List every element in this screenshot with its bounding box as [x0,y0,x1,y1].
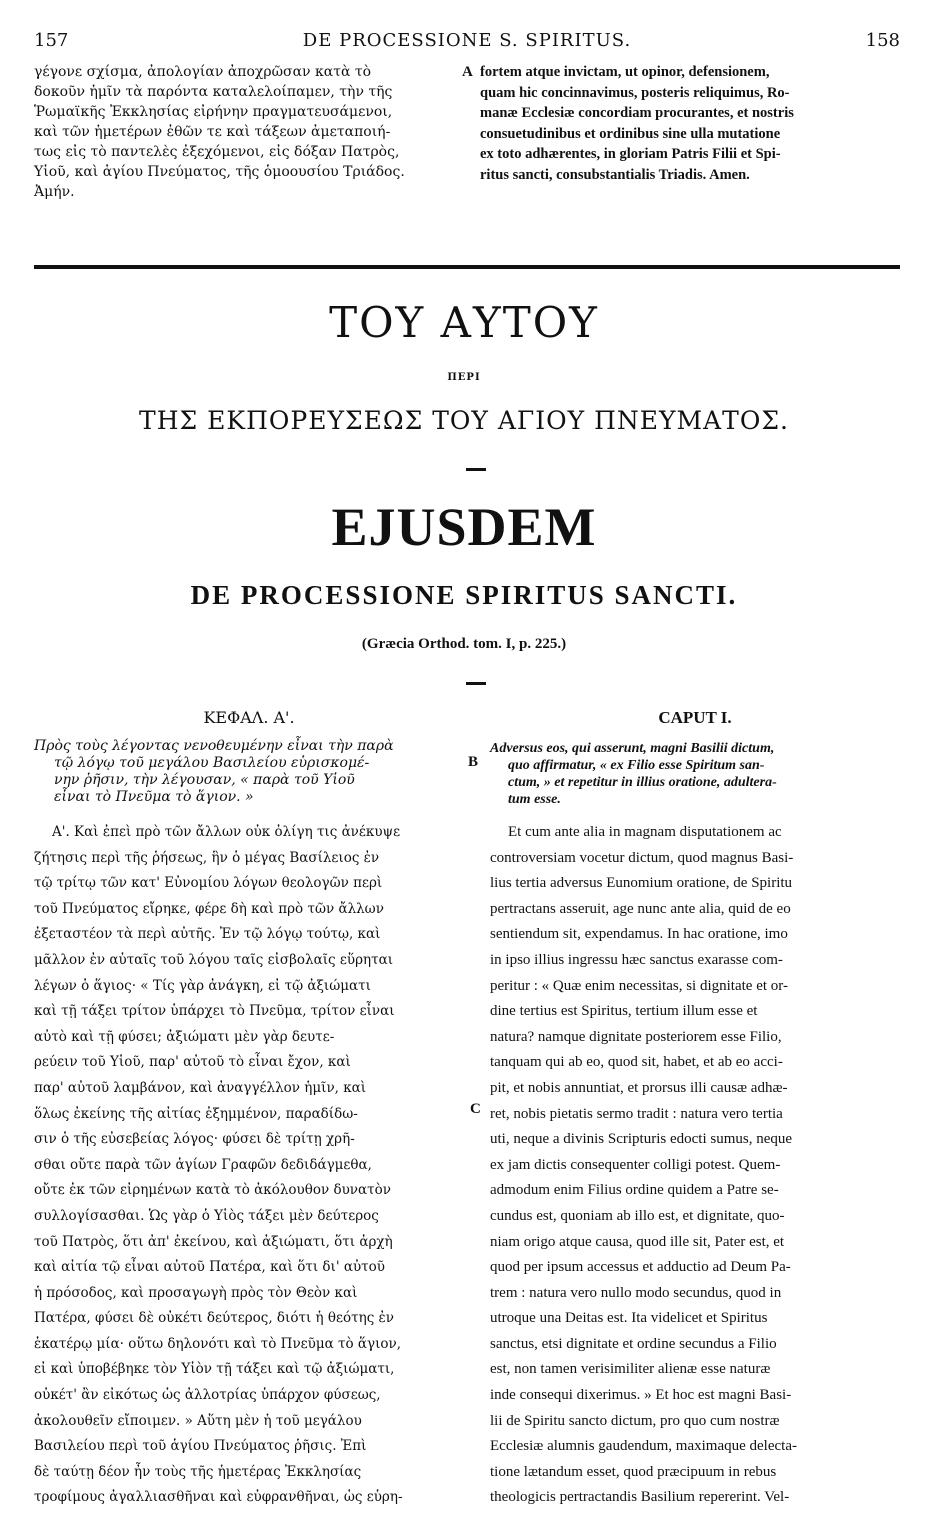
latin-body-line: ret, nobis pietatis sermo tradit : natura vero tertia [490,1105,783,1122]
top-greek-column [34,62,464,202]
latin-body-line: inde consequi dixerimus. » Et hoc est magni Basi- [490,1387,792,1404]
latin-body-line: natura? namque dignitate posteriorem esse Filio, [490,1028,782,1045]
latin-body-line: pertractans asseruit, age nunc ante alia, quid de eo [490,900,791,917]
latin-body-line: utroque una Deitas est. Ita videlicet et Spiritus [490,1310,768,1327]
latin-body-line: admodum enim Filius ordine quidem a Patre se- [490,1182,779,1199]
latin-body-line: tanquam qui ab eo, quod sit, habet, et ab eo acci- [490,1054,783,1071]
latin-body-line: trem : natura vero nullo modo secundus, quod in [490,1284,782,1301]
heading-dash [466,468,486,471]
source-note: (Græcia Orthod. tom. I, p. 225.) [361,636,567,652]
greek-subtitle: ΤΗΣ ΕΚΠΟΡΕΥΣΕΩΣ ΤΟΥ ΑΓΙΟΥ ΠΝΕΥΜΑΤΟΣ. [139,406,789,435]
top-greek-line: δοκοῦν ἡμῖν τὰ παρόντα καταλελοίπαμεν, τὴν τῆς [34,84,393,100]
greek-body-line: παρ' αὐτοῦ λαμβάνον, καὶ ἀναγγέλλον ἡμῖν, καὶ [34,1079,367,1096]
margin-letter-a: A [462,64,473,80]
top-latin-line: quam hic concinnavimus, posteris reliquimus, Ro- [480,84,790,101]
latin-body-line: dine tertius est Spiritus, tertium illum esse et [490,1003,758,1020]
greek-body-line: λέγων ὁ ἅγιος· « Τίς γὰρ ἀνάγκη, εἰ τῷ ἀξιώματι [34,977,371,994]
latin-body-line: tione lætandum esset, quod præcipuum in rebus [490,1463,777,1480]
top-greek-line: Ῥωμαϊκῆς Ἐκκλησίας εἰρήνην πραγματευσάμενοι, [34,104,393,120]
greek-body-line: μᾶλλον ἐν αὐταῖς τοῦ λόγου ταῖς εἰσβολαῖς εὕρηται [34,951,393,968]
top-latin-line: fortem atque invictam, ut opinor, defensionem, [480,64,770,80]
latin-body-line: uti, neque a divinis Scripturis edocti sumus, neque [490,1131,793,1148]
greek-title: ΤΟΥ ΑΥΤΟΥ [329,298,599,347]
latin-body-line: niam origo atque causa, quod ille sit, Pater est, et [490,1233,785,1250]
greek-body-line: τοῦ Πνεύματος εἴρηκε, φέρε δὴ καὶ πρὸ τῶν ἄλλων [34,900,384,917]
top-greek-line: Υἱοῦ, καὶ ἁγίου Πνεύματος, τῆς ὁμοουσίου Τριάδος. [34,164,405,180]
top-latin-line: consuetudinibus et ordinibus sine ulla mutatione [480,125,781,142]
greek-argument [34,738,464,806]
running-head [34,30,900,56]
page-number-left: 157 [34,30,69,51]
greek-body-line: Βασιλείου περὶ τοῦ ἁγίου Πνεύματος ῥῆσις. Ἐπὶ [34,1438,367,1455]
greek-body-line: τοῦ Πατρὸς, ὅτι ἀπ' ἐκείνου, καὶ ἀξιώματι, ὅτι ἀρχὴ [34,1233,393,1250]
greek-chapter-label: ΚΕΦΑΛ. Α'. [203,708,295,727]
greek-body-line: ζήτησις περὶ τῆς ῥήσεως, ἣν ὁ μέγας Βασίλειος ἐν [34,849,380,866]
latin-body-line: sentiendum sit, expendamus. In hac oratione, imo [490,926,788,943]
greek-body-line: αὐτὸ καὶ τῇ φύσει; ἀξιώματι μὲν γὰρ δευτε- [34,1028,335,1045]
latin-body-line: ex jam dictis consequenter colligi potest. Quem- [490,1156,781,1173]
latin-chapter-label: CAPUT I. [658,708,732,727]
greek-body-line: ὅλως ἐκείνης τῆς αἰτίας ἐξημμένον, παραδίδω- [34,1105,358,1122]
greek-body-line: δὲ ταύτῃ δέον ἦν τοὺς τῆς ἡμετέρας Ἐκκλησίας [34,1463,362,1480]
greek-argument-line: Πρὸς τοὺς λέγοντας νενοθευμένην εἶναι τὴν παρὰ [34,738,394,754]
latin-argument [490,740,900,808]
greek-body-line: οὐκέτ' ἂν εἰκότως ὡς ἀλλοτρίας ὑπάρχον φύσεως, [34,1387,381,1404]
top-greek-line: γέγονε σχίσμα, ἀπολογίαν ἀποχρῶσαν κατὰ τὸ [34,64,372,80]
greek-body-line: οὔτε ἐκ τῶν εἰρημένων κατὰ τὸ ἀκόλουθον δυνατὸν [34,1182,391,1199]
greek-body-line: καὶ αἰτία τῷ εἶναι αὐτοῦ Πατέρα, καὶ ὅτι δι' αὐτοῦ [34,1259,385,1276]
latin-body-line: peritur : « Quæ enim necessitas, si dignitate et or- [490,977,788,994]
latin-body-line: est, non tamen verisimiliter alienæ esse naturæ [490,1361,771,1378]
greek-body-line: ρεύειν τοῦ Υἱοῦ, παρ' αὐτοῦ τὸ εἶναι ἔχον, καὶ [34,1054,351,1071]
greek-argument-line: εἶναι τὸ Πνεῦμα τὸ ἅγιον. » [54,789,254,805]
latin-body-line: theologicis pertractandis Basilium repererint. Vel- [490,1489,790,1506]
greek-body-line: Πατέρα, φύσει δὲ οὐκέτι δεύτερος, διότι ἡ θεότης ἐν [34,1310,395,1327]
latin-body-line: pit, et nobis annuntiat, et prorsus illi causæ adhæ- [490,1079,788,1096]
latin-argument-line: Adversus eos, qui asserunt, magni Basilii dictum, [490,741,775,756]
greek-body-line: συλλογίσασθαι. Ὡς γὰρ ὁ Υἱὸς τάξει μὲν δεύτερος [34,1207,379,1224]
latin-title: EJUSDEM [331,497,597,557]
latin-argument-line: ctum, » et repetitur in illius oratione, adultera- [508,775,777,790]
latin-argument-line: tum esse. [508,792,561,807]
latin-body-line: sanctus, etsi dignitate et ordine secundus a Filio [490,1335,777,1352]
heading-dash [466,682,486,685]
latin-body-line: cundus est, quoniam ab illo est, et dignitate, quo- [490,1207,785,1224]
greek-body-line: ἐξεταστέον τὰ περὶ αὐτῆς. Ἐν τῷ λόγῳ τούτῳ, καὶ [34,926,381,943]
latin-body [490,820,900,1511]
greek-body [34,820,464,1511]
top-greek-line: τως εἰς τὸ παντελὲς ἐξεχόμενοι, εἰς δόξαν Πατρὸς, [34,144,400,160]
greek-body-line: ἑκατέρῳ μία· οὕτω δηλονότι καὶ τὸ Πνεῦμα τὸ ἅγιον, [34,1335,402,1352]
latin-argument-line: quo affirmatur, « ex Filio esse Spiritum san- [508,758,765,773]
margin-letter-c: C [470,1101,481,1117]
latin-body-line: in ipso illius ingressu hæc sanctus exarasse com- [490,951,783,968]
greek-argument-line: τῷ λόγῳ τοῦ μεγάλου Βασιλείου εὑρισκομέ- [54,755,370,771]
latin-body-line: lius tertia adversus Eunomium oratione, de Spiritu [490,875,793,892]
latin-body-line: quod per ipsum accessus et adductio ad Deum Pa- [490,1259,791,1276]
latin-subtitle: DE PROCESSIONE SPIRITUS SANCTI. [190,580,738,610]
running-title: DE PROCESSIONE S. SPIRITUS. [302,30,632,51]
top-latin-line: manæ Ecclesiæ concordiam procurantes, et nostris [480,105,794,121]
latin-body-line: Ecclesiæ alumnis gaudendum, maximaque delecta- [490,1438,797,1455]
section-divider-rule [34,265,900,269]
greek-body-line: ἡ πρόσοδος, καὶ προσαγωγὴ πρὸς τὸν Θεὸν καὶ [34,1284,358,1301]
top-latin-column [480,62,900,185]
top-latin-line: ex toto adhærentes, in gloriam Patris Filii et Spi- [480,146,781,162]
top-latin-line: ritus sancti, consubstantialis Triadis. Amen. [480,166,750,183]
greek-body-line: τροφίμους ἀγαλλιασθῆναι καὶ εὐφρανθῆναι, ὡς εὑρη- [34,1489,403,1506]
top-greek-line: Ἀμήν. [34,184,75,200]
greek-body-line: εἰ καὶ ὑποβέβηκε τὸν Υἱὸν τῇ τάξει καὶ τῷ ἀξιώματι, [34,1361,395,1378]
greek-argument-line: νην ῥῆσιν, τὴν λέγουσαν, « παρὰ τοῦ Υἱοῦ [54,772,355,788]
greek-peri: ΠΕΡΙ [447,372,481,383]
greek-body-line: σθαι οὔτε παρὰ τῶν ἁγίων Γραφῶν δεδιδάγμεθα, [34,1156,372,1173]
latin-body-line: controversiam vocetur dictum, quod magnus Basi- [490,849,794,866]
greek-body-line: τῷ τρίτῳ τῶν κατ' Εὐνομίου λόγων θεολογῶν περὶ [34,875,383,892]
latin-body-line: lii de Spiritu sancto dictum, pro quo cum nostræ [490,1412,780,1429]
page-number-right: 158 [865,30,900,51]
greek-body-line: καὶ τῇ τάξει τρίτον ὑπάρχει τὸ Πνεῦμα, τρίτον εἶναι [34,1003,395,1020]
margin-letter-b: B [468,754,479,770]
greek-body-line: σιν ὁ τῆς εὐσεβείας λόγος· φύσει δὲ τρίτῃ χρῆ- [34,1131,355,1148]
latin-body-line: Et cum ante alia in magnam disputationem ac [508,824,782,840]
greek-body-line: Α'. Καὶ ἐπεὶ πρὸ τῶν ἄλλων οὐκ ὀλίγη τις ἀνέκυψε [52,824,401,840]
greek-body-line: ἀκολουθεῖν εἴποιμεν. » Αὕτη μὲν ἡ τοῦ μεγάλου [34,1412,362,1429]
top-greek-line: καὶ τῶν ἡμετέρων ἐθῶν τε καὶ τάξεων ἀμεταποιή- [34,124,391,140]
